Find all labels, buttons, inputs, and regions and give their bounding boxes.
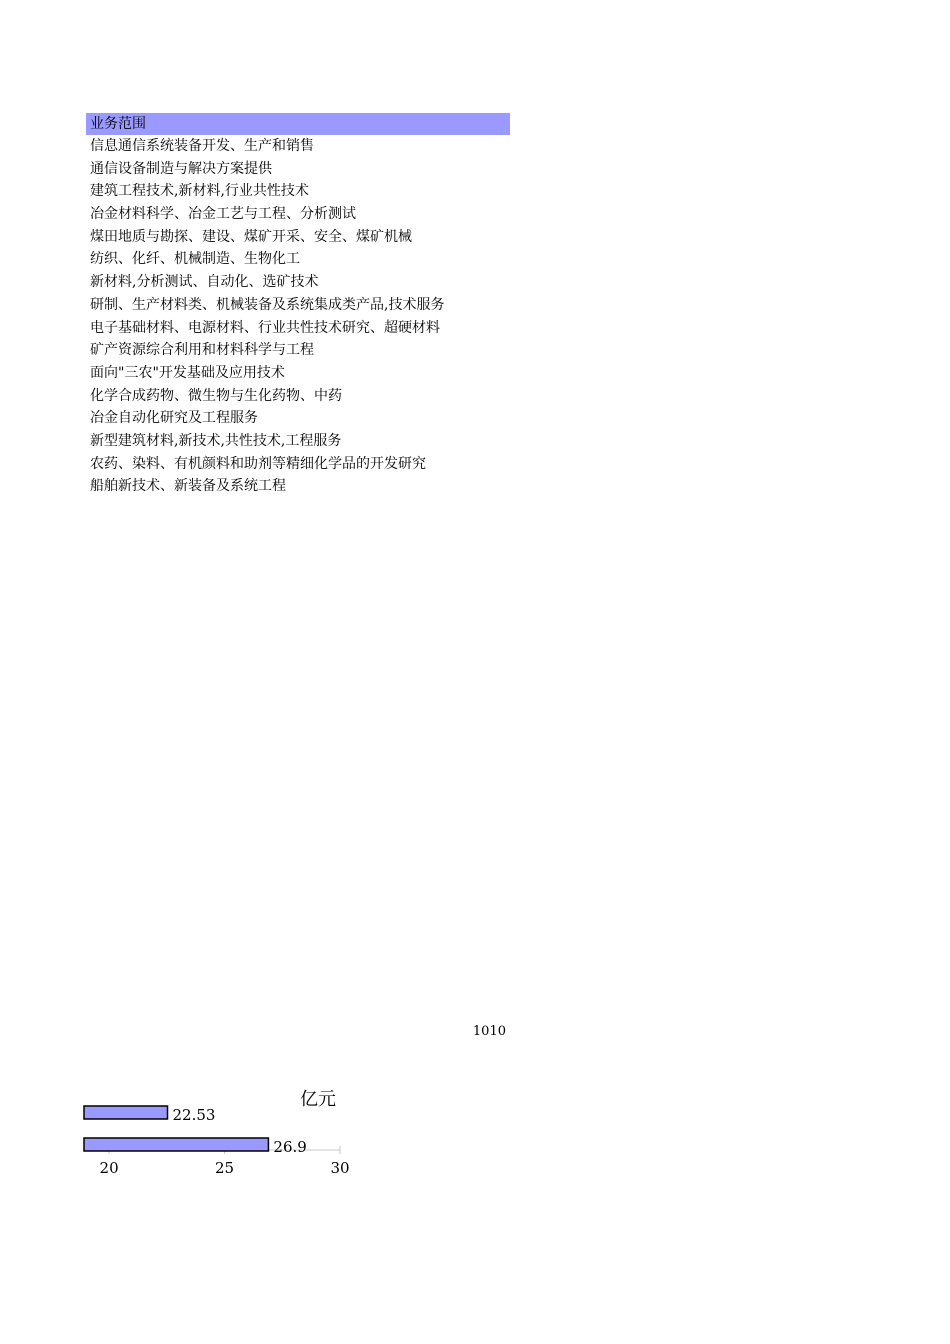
chart-marks <box>84 1106 350 1177</box>
page-number: 1010 <box>472 1024 506 1039</box>
table-row: 通信设备制造与解决方案提供 <box>90 160 272 177</box>
x-tick-label: 20 <box>99 1159 119 1177</box>
x-tick-label: 25 <box>214 1159 235 1177</box>
table-row: 电子基础材料、电源材料、行业共性技术研究、超硬材料 <box>90 319 440 336</box>
x-tick-label: 30 <box>330 1159 350 1177</box>
bar <box>84 1106 168 1119</box>
table-row: 化学合成药物、微生物与生化药物、中药 <box>90 387 342 404</box>
table-header: 业务范围 <box>86 113 510 135</box>
table-row: 面向"三农"开发基础及应用技术 <box>90 364 285 381</box>
table-row: 矿产资源综合利用和材料科学与工程 <box>90 342 314 359</box>
table-row: 信息通信系统装备开发、生产和销售 <box>90 138 314 154</box>
chart-unit-label: 亿元 <box>300 1089 336 1110</box>
bar <box>84 1138 268 1151</box>
table-row: 船舶新技术、新装备及系统工程 <box>90 478 286 495</box>
table-row: 研制、生产材料类、机械装备及系统集成类产品,技术服务 <box>90 296 445 313</box>
table-row: 冶金材料科学、冶金工艺与工程、分析测试 <box>90 206 356 223</box>
table-row: 冶金自动化研究及工程服务 <box>90 410 258 427</box>
data-label: 26.9 <box>273 1138 307 1156</box>
table-row: 农药、染料、有机颜料和助剂等精细化学品的开发研究 <box>90 455 426 472</box>
table-row: 建筑工程技术,新材料,行业共性技术 <box>90 183 309 200</box>
table-row: 新材料,分析测试、自动化、选矿技术 <box>90 274 319 291</box>
table-row: 纺织、化纤、机械制造、生物化工 <box>90 251 300 268</box>
table-row: 煤田地质与勘探、建设、煤矿开采、安全、煤矿机械 <box>90 228 412 245</box>
data-label: 22.53 <box>172 1106 216 1124</box>
table-row: 新型建筑材料,新技术,共性技术,工程服务 <box>90 432 342 449</box>
